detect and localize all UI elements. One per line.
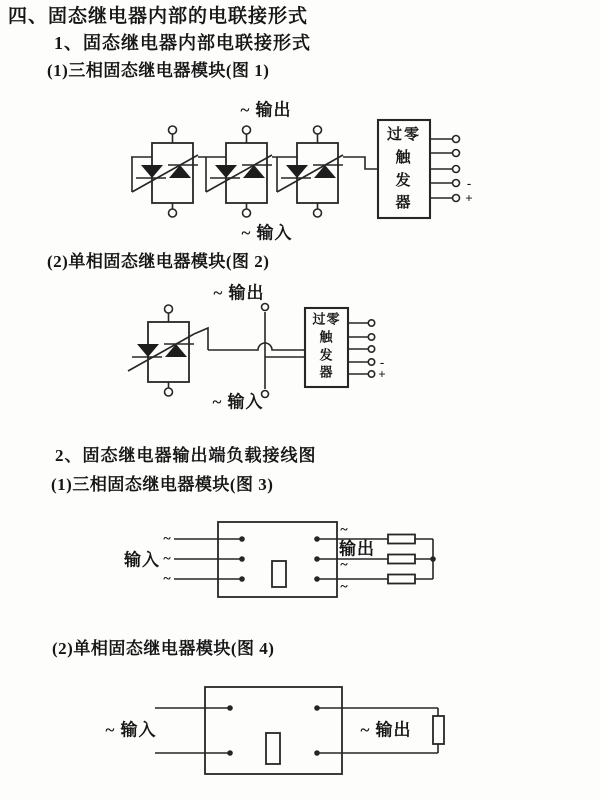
load-resistor-2	[388, 555, 415, 564]
figure3-input-tilde-1: ~	[163, 531, 171, 547]
figure4-ssr-module-box	[205, 687, 342, 774]
section2-heading: 2、固态继电器输出端负载接线图	[55, 446, 317, 465]
figure2-plus-terminal-label: +	[378, 366, 386, 382]
figure3-output-tilde-2: ~	[340, 557, 348, 573]
figure3-input-tilde-3: ~	[163, 571, 171, 587]
figure3-output-label: 输出	[339, 539, 375, 559]
figure1-three-phase-ssr-internal-diagram	[0, 95, 600, 245]
trigger-box-text-line2: 触	[319, 329, 334, 345]
figure2-ac-input-label: ~ 输入	[212, 392, 264, 412]
figure1-plus-terminal-label: +	[465, 190, 473, 206]
figure2-control-terminals	[348, 320, 386, 382]
triac-module-phase2	[206, 126, 272, 217]
load-resistor-1	[388, 535, 415, 544]
figure3-output-wires	[314, 535, 436, 584]
figure4-ac-input-label: ~ 输入	[105, 720, 157, 740]
figure3-input-wires	[174, 536, 245, 582]
figure2-minus-terminal-label: -	[379, 354, 385, 370]
figure4-input-wires	[155, 705, 233, 756]
figure1-ac-output-label: ~ 输出	[240, 100, 292, 120]
triac-module-phase1	[132, 126, 198, 217]
figure3-output-tilde-1: ~	[340, 522, 348, 538]
trigger-box-text-line2: 触	[395, 150, 413, 166]
trigger-box-text-line3: 发	[319, 347, 334, 363]
figure4-ac-output-label: ~ 输出	[360, 720, 412, 740]
trigger-box-text-line3: 发	[395, 173, 413, 189]
figure3-three-phase-load-wiring-diagram	[0, 515, 600, 615]
trigger-box-text-line1: 过零	[386, 127, 422, 143]
section1-heading: 1、固态继电器内部电联接形式	[54, 33, 311, 53]
figure2-zero-crossing-trigger-box	[305, 308, 348, 387]
figure2-gate-wires	[194, 328, 305, 357]
document-title: 四、固态继电器内部的电联接形式	[8, 6, 309, 27]
figure1-control-terminals	[430, 136, 473, 206]
figure3-output-tilde-3: ~	[340, 579, 348, 595]
section1-item1-heading: (1)三相固态继电器模块(图 1)	[47, 61, 270, 80]
figure4-single-phase-load-wiring-diagram	[0, 680, 600, 790]
figure1-zero-crossing-trigger-box	[378, 120, 430, 218]
figure4-indicator-rect	[266, 733, 280, 764]
load-resistor	[433, 716, 444, 744]
figure2-output-line	[262, 304, 269, 398]
figure3-input-label: 输入	[124, 550, 160, 570]
figure1-minus-terminal-label: -	[466, 175, 472, 191]
figure3-input-tilde-2: ~	[163, 551, 171, 567]
trigger-box-text-line4: 器	[395, 195, 413, 211]
section2-item1-heading: (1)三相固态继电器模块(图 3)	[51, 475, 274, 494]
trigger-box-text-line4: 器	[319, 364, 334, 380]
triac-module-single	[128, 305, 194, 396]
figure2-single-phase-ssr-internal-diagram	[0, 283, 600, 413]
figure3-indicator-rect	[272, 561, 286, 587]
load-resistor-3	[388, 575, 415, 584]
section2-item2-heading: (2)单相固态继电器模块(图 4)	[52, 639, 275, 658]
figure1-ac-input-label: ~ 输入	[241, 223, 293, 243]
figure2-ac-output-label: ~ 输出	[213, 283, 265, 303]
section1-item2-heading: (2)单相固态继电器模块(图 2)	[47, 252, 270, 271]
triac-module-phase3	[277, 126, 343, 217]
trigger-box-text-line1: 过零	[312, 311, 341, 327]
